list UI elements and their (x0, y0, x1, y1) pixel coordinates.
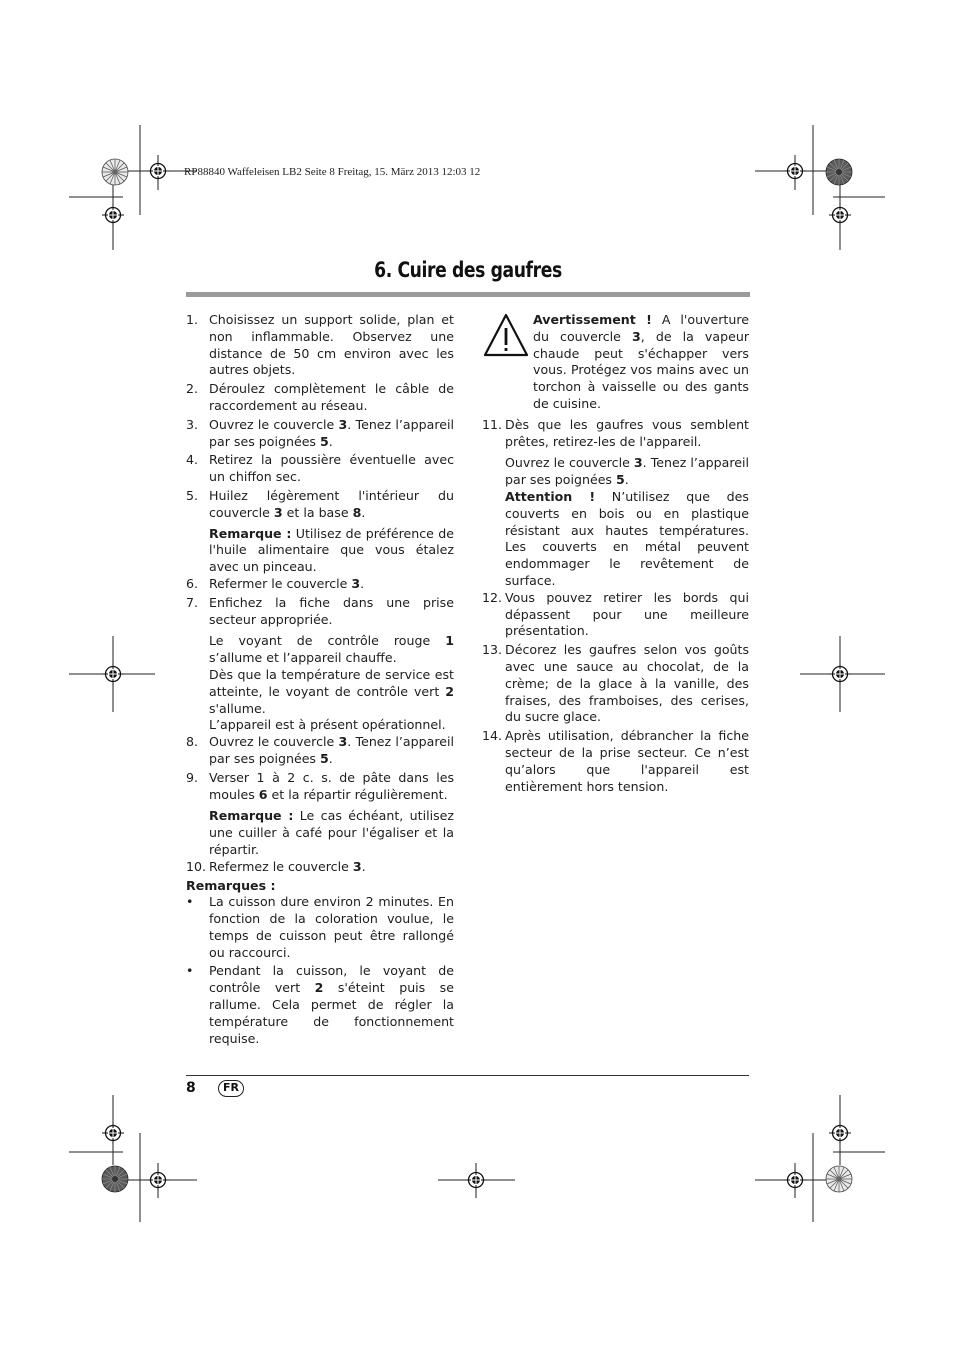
note-text: Ouvrez le couvercle (505, 455, 634, 471)
list-item-text: . (328, 750, 333, 766)
note-text: Le cas échéant, utilisez une cuiller à café pour l'égaliser et la répartir. (209, 808, 455, 857)
note-label: Remarque : (209, 525, 292, 541)
bullet-text: Pendant la cuisson, le voyant de contrôle vert (209, 963, 454, 996)
list-item-number: 13. (482, 642, 503, 658)
list-item-number: 2. (186, 381, 199, 397)
warning-label: Avertissement ! (533, 312, 652, 327)
list-item-text: . Tenez l’appareil par ses poignées (209, 734, 454, 766)
bullet-item (186, 963, 454, 1047)
part-number: 3 (632, 328, 641, 344)
part-number: 2 (445, 683, 454, 699)
list-item-text: . Tenez l’appareil par ses poignées (209, 416, 454, 449)
note-text: s’allume et l’appareil chauffe. (209, 650, 397, 666)
part-number: 2 (314, 980, 324, 996)
list-item (186, 417, 454, 451)
list-item (482, 642, 749, 726)
part-number: 8 (352, 504, 362, 520)
language-badge: FR (218, 1080, 244, 1097)
list-item-number: 11. (482, 416, 503, 432)
list-item-number: 8. (186, 734, 199, 750)
list-item (186, 576, 454, 593)
part-number: 5 (320, 433, 329, 449)
page-number: 8 (186, 1080, 196, 1096)
attention-text: N’utilisez que des couverts en bois ou en plastique résistant aux hautes températures. Les couverts en métal peuvent endommager le revêtement de surface. (505, 488, 749, 588)
list-item-number: 5. (186, 487, 199, 503)
part-number: 5 (320, 750, 329, 766)
part-number: 6 (258, 786, 268, 802)
list-item (186, 859, 454, 876)
list-item-number: 3. (186, 416, 199, 432)
part-number: 3 (338, 734, 348, 750)
note-paragraph (186, 633, 454, 667)
list-item-text: et la répartir régulièrement. (267, 786, 448, 802)
part-number: 3 (338, 416, 348, 432)
bullet-symbol: • (186, 894, 194, 910)
list-item-number: 4. (186, 452, 199, 468)
list-item (186, 770, 454, 804)
list-item-text: Ouvrez le couvercle (209, 734, 339, 750)
list-item-number: 10. (186, 858, 207, 874)
part-number: 5 (616, 472, 625, 488)
list-item-text: Vous pouvez retirer les bords qui dépassent pour une meilleure présentation. (505, 589, 749, 639)
list-item (186, 734, 454, 768)
list-item (186, 381, 454, 415)
note-text: . Tenez l’appareil par ses poignées (505, 455, 749, 488)
note-paragraph (186, 526, 454, 576)
note-paragraph (482, 455, 749, 489)
section-title: 6. Cuire des gaufres (374, 258, 562, 282)
list-item-text: Après utilisation, débrancher la fiche secteur de la prise secteur. Ce n’est qu’alors que l'appareil est entièrement hors tension. (505, 728, 749, 794)
list-item-text: et la base (282, 504, 353, 520)
list-item-text: . (360, 575, 365, 591)
list-item (482, 728, 749, 795)
print-slug-line: RP88840 Waffeleisen LB2 Seite 8 Freitag, 15. März 2013 12:03 12 (184, 166, 481, 178)
note-paragraph (186, 808, 454, 858)
list-item-number: 1. (186, 312, 199, 327)
bullet-text: La cuisson dure environ 2 minutes. En fonction de la coloration voulue, le temps de cuisson peut être rallongé ou raccourci. (209, 894, 454, 960)
footer-divider (186, 1075, 749, 1076)
list-item-text: Déroulez complètement le câble de raccordement au réseau. (209, 381, 454, 413)
list-item-text: Enfichez la fiche dans une prise secteur appropriée. (209, 594, 454, 627)
bullet-symbol: • (186, 963, 194, 979)
note-text: s'allume. (209, 700, 266, 716)
list-item-text: Dès que les gaufres vous semblent prêtes, retirez-les de l'appareil. (505, 416, 749, 449)
note-paragraph: L’appareil est à présent opérationnel. (209, 717, 446, 733)
remarks-heading: Remarques : (186, 877, 276, 893)
list-item-text: Retirez la poussière éventuelle avec un chiffon sec. (209, 452, 454, 485)
warning-text: A l'ouverture du couvercle (533, 312, 749, 344)
list-item-text: Refermez le couvercle (209, 858, 353, 874)
list-item-number: 14. (482, 728, 503, 744)
list-item (186, 595, 454, 629)
warning-text: , de la vapeur chaude peut s'échapper vers vous. Protégez vos mains avec un torchon à vaisselle ou des gants de cuisine. (533, 328, 749, 411)
list-item-text: . (328, 433, 333, 449)
part-number: 3 (352, 858, 362, 874)
list-item (186, 488, 454, 522)
note-text: . (624, 472, 629, 488)
note-text: Le voyant de contrôle rouge (209, 633, 446, 649)
list-item-text: Huilez légèrement l'intérieur du couvercle (209, 487, 454, 520)
part-number: 3 (351, 575, 361, 591)
part-number: 3 (633, 455, 643, 471)
bullet-item (186, 894, 454, 961)
list-item (186, 312, 454, 379)
list-item-text: Décorez les gaufres selon vos goûts avec une sauce au chocolat, de la crème; de la glace à la vanille, des fraises, des framboises, des cerises, du sucre glace. (505, 642, 749, 725)
bullet-text: s'éteint puis se rallume. Cela permet de régler la température de fonctionnement requise. (209, 980, 454, 1046)
part-number: 1 (445, 633, 454, 649)
left-column (186, 312, 454, 1049)
list-item-text: Refermer le couvercle (209, 575, 352, 591)
warning-block (482, 312, 749, 413)
attention-paragraph (482, 489, 749, 590)
list-item-number: 12. (482, 589, 503, 605)
title-underline-bar (186, 292, 750, 297)
note-text: Dès que la température de service est atteinte, le voyant de contrôle vert (209, 666, 454, 699)
part-number: 3 (273, 504, 283, 520)
list-item-text: . (361, 504, 366, 520)
list-item (186, 452, 454, 486)
list-item-text: . (361, 858, 366, 874)
list-item (482, 590, 749, 640)
right-column (482, 312, 749, 797)
note-paragraph (186, 667, 454, 717)
list-item-number: 6. (186, 575, 199, 591)
note-text: Utilisez de préférence de l'huile alimentaire que vous étalez avec un pinceau. (209, 525, 454, 575)
list-item-number: 7. (186, 594, 199, 610)
note-label: Remarque : (209, 808, 294, 824)
list-item-text: Choisissez un support solide, plan et non inflammable. Observez une distance de 50 cm environ avec les autres objets. (209, 312, 454, 378)
list-item-number: 9. (186, 769, 199, 785)
list-item-text: Verser 1 à 2 c. s. de pâte dans les moules (209, 769, 454, 802)
list-item (482, 417, 749, 451)
list-item-text: Ouvrez le couvercle (209, 416, 339, 432)
warning-triangle-icon (482, 312, 530, 358)
attention-label: Attention ! (505, 488, 596, 504)
